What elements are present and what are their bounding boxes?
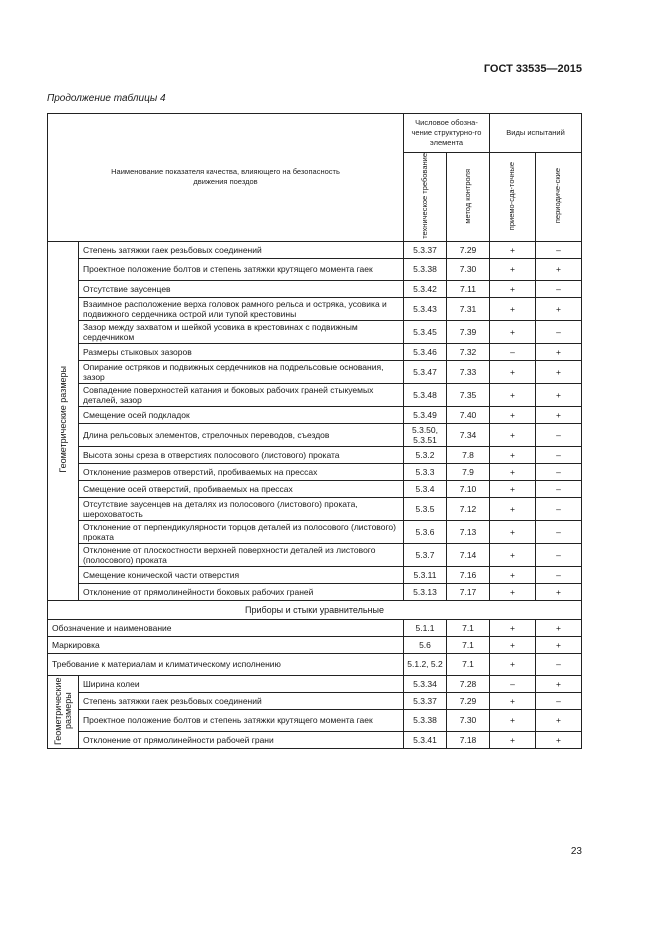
row-acceptance: + — [490, 480, 536, 497]
row-control-method: 7.34 — [447, 423, 490, 446]
table-row — [48, 543, 582, 566]
row-acceptance: + — [490, 297, 536, 320]
row-periodic: – — [536, 692, 582, 709]
row-periodic: + — [536, 383, 582, 406]
row-periodic: – — [536, 446, 582, 463]
row-tech-requirement: 5.3.7 — [404, 543, 447, 566]
row-acceptance: + — [490, 423, 536, 446]
row-periodic: – — [536, 480, 582, 497]
row-control-method: 7.11 — [447, 280, 490, 297]
row-tech-requirement: 5.6 — [404, 636, 447, 653]
table-row — [48, 280, 582, 297]
row-acceptance: + — [490, 258, 536, 280]
section-title: Приборы и стыки уравнительные — [48, 600, 582, 619]
row-control-method: 7.29 — [447, 692, 490, 709]
row-control-method: 7.39 — [447, 320, 490, 343]
row-periodic: + — [536, 636, 582, 653]
header-tests: Виды испытаний — [490, 114, 582, 153]
table-row — [48, 446, 582, 463]
row-tech-requirement: 5.3.46 — [404, 343, 447, 360]
row-acceptance: – — [490, 675, 536, 692]
row-periodic: – — [536, 423, 582, 446]
table-row — [48, 692, 582, 709]
row-periodic: + — [536, 709, 582, 731]
header-name: Наименование показателя качества, влияющего на безопасность движения поездов — [48, 114, 404, 242]
row-acceptance: + — [490, 636, 536, 653]
row-name: Отклонение от прямолинейности боковых рабочих граней — [79, 583, 404, 600]
row-name: Смещение конической части отверстия — [79, 566, 404, 583]
row-periodic: – — [536, 280, 582, 297]
table-row — [48, 343, 582, 360]
row-control-method: 7.30 — [447, 258, 490, 280]
row-periodic: + — [536, 360, 582, 383]
row-acceptance: + — [490, 446, 536, 463]
row-tech-requirement: 5.3.5 — [404, 497, 447, 520]
row-tech-requirement: 5.3.41 — [404, 731, 447, 748]
table-row — [48, 566, 582, 583]
row-control-method: 7.13 — [447, 520, 490, 543]
row-name: Взаимное расположение верха головок рамного рельса и остряка, усовика и подвижного сердечника острой или тупой крестовины — [79, 297, 404, 320]
row-control-method: 7.1 — [447, 636, 490, 653]
row-periodic: + — [536, 343, 582, 360]
row-name: Отклонение от перпендикулярности торцов деталей из полосового (листового) проката — [79, 520, 404, 543]
row-tech-requirement: 5.3.48 — [404, 383, 447, 406]
page-number: 23 — [570, 846, 582, 857]
row-tech-requirement: 5.3.47 — [404, 360, 447, 383]
row-periodic: – — [536, 520, 582, 543]
row-name: Высота зоны среза в отверстиях полосового (листового) проката — [79, 446, 404, 463]
row-tech-requirement: 5.1.1 — [404, 619, 447, 636]
row-tech-requirement: 5.3.45 — [404, 320, 447, 343]
table-row — [48, 360, 582, 383]
header-tech-label: техническое требование — [419, 153, 429, 239]
row-name: Смещение осей подкладок — [79, 406, 404, 423]
row-periodic: + — [536, 258, 582, 280]
header-method-label: метод контроля — [462, 168, 472, 224]
row-acceptance: + — [490, 520, 536, 543]
row-tech-requirement: 5.3.38 — [404, 258, 447, 280]
row-control-method: 7.30 — [447, 709, 490, 731]
row-name: Совпадение поверхностей катания и боковых рабочих граней стыкуемых деталей, зазор — [79, 383, 404, 406]
table-row — [48, 320, 582, 343]
row-name: Отсутствие заусенцев на деталях из полосового (листового) проката, шероховатость — [79, 497, 404, 520]
row-name: Смещение осей отверстий, пробиваемых на прессах — [79, 480, 404, 497]
table-row — [48, 675, 582, 692]
quality-table — [47, 113, 582, 749]
row-control-method: 7.10 — [447, 480, 490, 497]
row-control-method: 7.40 — [447, 406, 490, 423]
table-row — [48, 406, 582, 423]
row-periodic: – — [536, 241, 582, 258]
group-label-geometric-2 — [48, 675, 79, 748]
table-row — [48, 258, 582, 280]
row-control-method: 7.16 — [447, 566, 490, 583]
row-acceptance: – — [490, 343, 536, 360]
table-row — [48, 297, 582, 320]
group-label-geometric-2-text: Геометрические размеры — [53, 677, 73, 745]
row-name: Отклонение от прямолинейности рабочей грани — [79, 731, 404, 748]
row-tech-requirement: 5.3.50, 5.3.51 — [404, 423, 447, 446]
row-control-method: 7.14 — [447, 543, 490, 566]
row-periodic: + — [536, 406, 582, 423]
group-label-geometric-1-text: Геометрические размеры — [58, 366, 68, 474]
table-row — [48, 636, 582, 653]
row-tech-requirement: 5.3.49 — [404, 406, 447, 423]
row-control-method: 7.31 — [447, 297, 490, 320]
row-periodic: + — [536, 731, 582, 748]
row-periodic: – — [536, 653, 582, 675]
row-control-method: 7.1 — [447, 653, 490, 675]
table-row — [48, 383, 582, 406]
row-tech-requirement: 5.3.37 — [404, 692, 447, 709]
table-row — [48, 709, 582, 731]
header-numeric: Числовое обозна-чение структурно-го элемента — [404, 114, 490, 153]
row-periodic: + — [536, 583, 582, 600]
row-tech-requirement: 5.3.3 — [404, 463, 447, 480]
row-acceptance: + — [490, 360, 536, 383]
row-acceptance: + — [490, 320, 536, 343]
table-row — [48, 241, 582, 258]
table-caption: Продолжение таблицы 4 — [47, 93, 166, 104]
table-row — [48, 583, 582, 600]
row-name: Степень затяжки гаек резьбовых соединений — [79, 692, 404, 709]
row-tech-requirement: 5.3.2 — [404, 446, 447, 463]
row-acceptance: + — [490, 280, 536, 297]
row-control-method: 7.18 — [447, 731, 490, 748]
table-row — [48, 497, 582, 520]
table-row — [48, 423, 582, 446]
table-row — [48, 731, 582, 748]
row-acceptance: + — [490, 406, 536, 423]
row-periodic: – — [536, 463, 582, 480]
row-control-method: 7.8 — [447, 446, 490, 463]
row-acceptance: + — [490, 731, 536, 748]
row-name: Степень затяжки гаек резьбовых соединений — [79, 241, 404, 258]
row-name: Проектное положение болтов и степень затяжки крутящего момента гаек — [79, 709, 404, 731]
row-acceptance: + — [490, 709, 536, 731]
row-control-method: 7.1 — [447, 619, 490, 636]
row-tech-requirement: 5.3.6 — [404, 520, 447, 543]
row-name: Опирание остряков и подвижных сердечников на подрельсовые основания, зазор — [79, 360, 404, 383]
row-acceptance: + — [490, 653, 536, 675]
row-acceptance: + — [490, 583, 536, 600]
header-periodic-label: периодиче-ские — [553, 168, 563, 224]
row-periodic: – — [536, 320, 582, 343]
row-control-method: 7.35 — [447, 383, 490, 406]
table-row — [48, 463, 582, 480]
row-name: Обозначение и наименование — [48, 619, 404, 636]
header-tech — [404, 153, 447, 242]
row-tech-requirement: 5.3.42 — [404, 280, 447, 297]
row-name: Требование к материалам и климатическому исполнению — [48, 653, 404, 675]
row-control-method: 7.9 — [447, 463, 490, 480]
row-control-method: 7.29 — [447, 241, 490, 258]
row-tech-requirement: 5.3.34 — [404, 675, 447, 692]
row-periodic: + — [536, 675, 582, 692]
table-row — [48, 480, 582, 497]
row-name: Отклонение от плоскостности верхней поверхности деталей из листового (полосового) проката — [79, 543, 404, 566]
row-control-method: 7.12 — [447, 497, 490, 520]
row-acceptance: + — [490, 383, 536, 406]
table-row — [48, 520, 582, 543]
row-periodic: – — [536, 497, 582, 520]
row-control-method: 7.17 — [447, 583, 490, 600]
row-acceptance: + — [490, 497, 536, 520]
row-acceptance: + — [490, 543, 536, 566]
row-name: Размеры стыковых зазоров — [79, 343, 404, 360]
row-name: Ширина колеи — [79, 675, 404, 692]
table-row — [48, 619, 582, 636]
row-name: Длина рельсовых элементов, стрелочных переводов, съездов — [79, 423, 404, 446]
header-acceptance-label: приемо-сда-точные — [507, 161, 517, 230]
row-tech-requirement: 5.3.37 — [404, 241, 447, 258]
row-control-method: 7.33 — [447, 360, 490, 383]
row-tech-requirement: 5.1.2, 5.2 — [404, 653, 447, 675]
row-acceptance: + — [490, 692, 536, 709]
row-acceptance: + — [490, 463, 536, 480]
table-row — [48, 653, 582, 675]
row-tech-requirement: 5.3.43 — [404, 297, 447, 320]
row-periodic: + — [536, 297, 582, 320]
row-name: Зазор между захватом и шейкой усовика в крестовинах с подвижным сердечником — [79, 320, 404, 343]
group-label-geometric-1 — [48, 241, 79, 600]
row-acceptance: + — [490, 619, 536, 636]
row-name: Отсутствие заусенцев — [79, 280, 404, 297]
row-name: Проектное положение болтов и степень затяжки крутящего момента гаек — [79, 258, 404, 280]
section-row — [48, 600, 582, 619]
row-tech-requirement: 5.3.4 — [404, 480, 447, 497]
standard-number: ГОСТ 33535—2015 — [483, 63, 582, 75]
row-name: Маркировка — [48, 636, 404, 653]
header-acceptance — [490, 153, 536, 242]
row-periodic: – — [536, 566, 582, 583]
header-periodic — [536, 153, 582, 242]
row-periodic: + — [536, 619, 582, 636]
row-control-method: 7.28 — [447, 675, 490, 692]
row-acceptance: + — [490, 241, 536, 258]
row-acceptance: + — [490, 566, 536, 583]
row-tech-requirement: 5.3.11 — [404, 566, 447, 583]
row-tech-requirement: 5.3.13 — [404, 583, 447, 600]
row-periodic: – — [536, 543, 582, 566]
row-control-method: 7.32 — [447, 343, 490, 360]
row-tech-requirement: 5.3.38 — [404, 709, 447, 731]
row-name: Отклонение размеров отверстий, пробиваемых на прессах — [79, 463, 404, 480]
header-method — [447, 153, 490, 242]
